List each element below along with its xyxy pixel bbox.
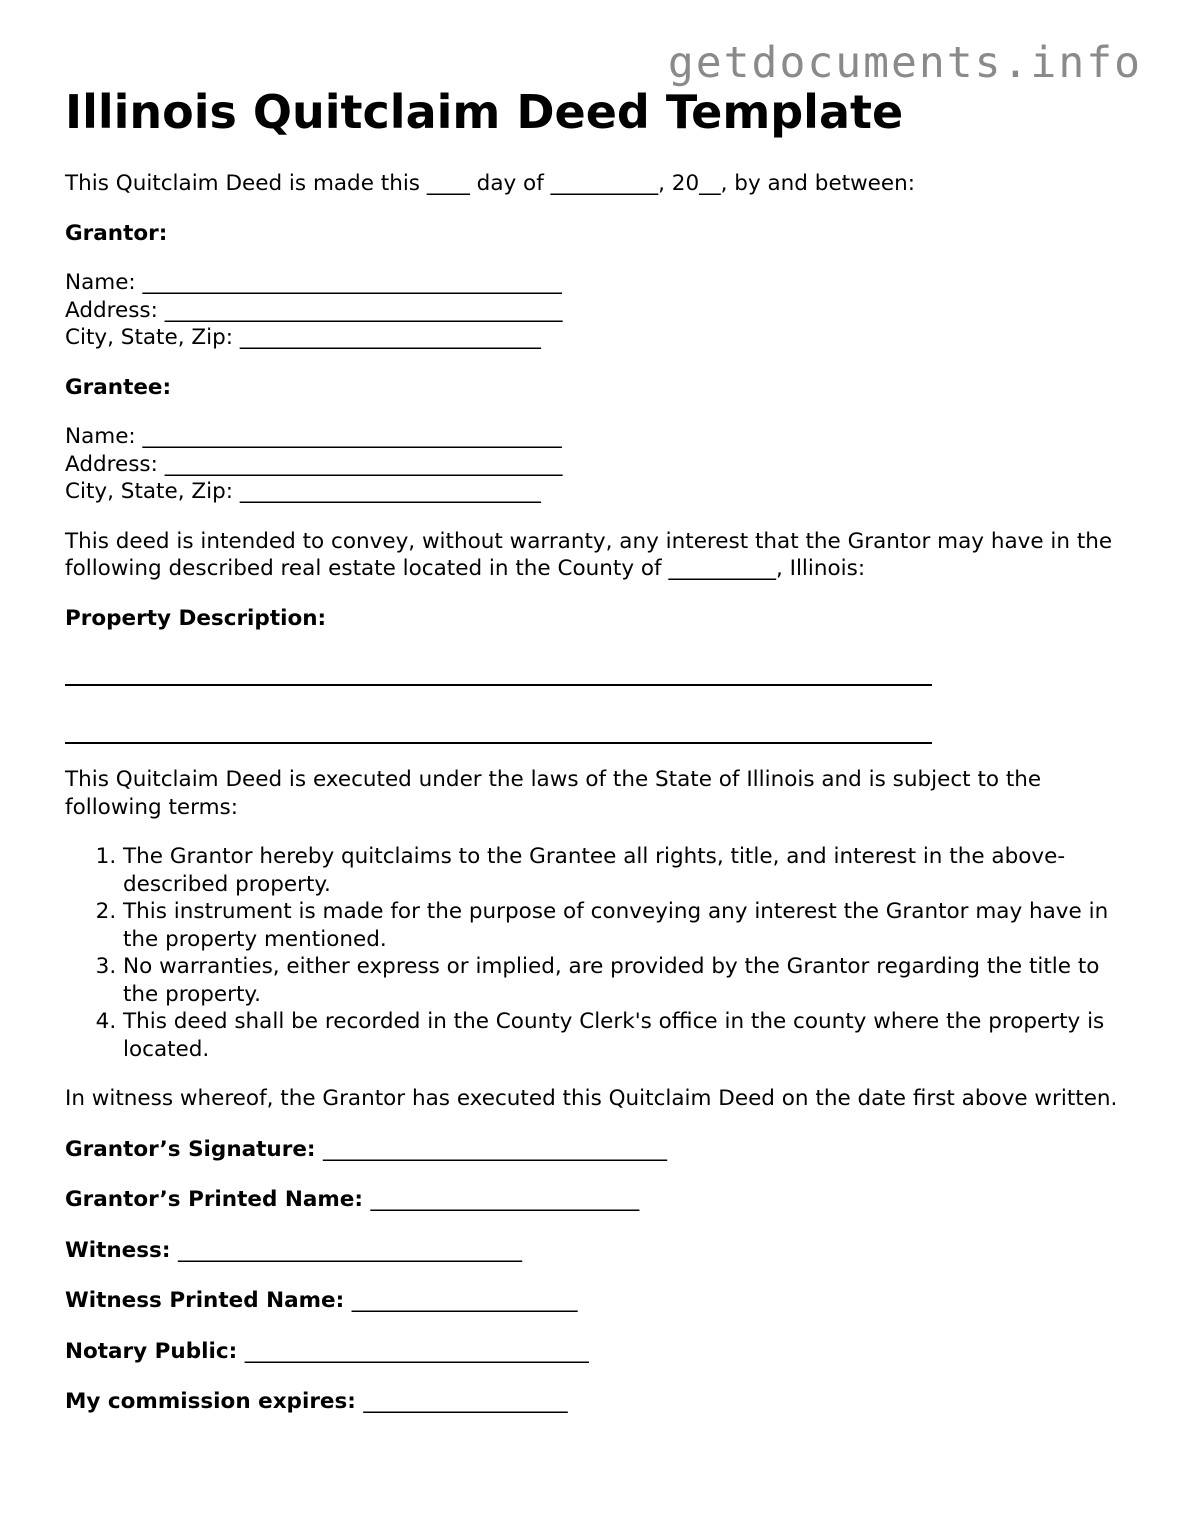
- term-item: 4. This deed shall be recorded in the County Clerk's office in the county where the property is located.: [123, 1008, 1125, 1063]
- grantor-fields: [65, 269, 1125, 352]
- term-item: 2. This instrument is made for the purpose of conveying any interest the Grantor may have in the property mentioned.: [123, 898, 1125, 953]
- property-description-line[interactable]: [65, 658, 932, 686]
- terms-intro: This Quitclaim Deed is executed under the laws of the State of Illinois and is subject to the following terms:: [65, 767, 1042, 820]
- witness-printed-name-field[interactable]: [65, 1287, 1125, 1315]
- property-heading: Property Description:: [65, 605, 327, 631]
- grantor-signature-label: Grantor’s Signature:: [65, 1136, 316, 1162]
- conveyance-paragraph: This deed is intended to convey, without warranty, any interest that the Grantor may have in the following described real estate located in the County of __________, Illinois:: [65, 528, 1113, 581]
- grantor-address-field[interactable]: Address: _____________________________________: [65, 297, 563, 323]
- property-description-line[interactable]: [65, 717, 932, 745]
- document-title: Illinois Quitclaim Deed Template: [65, 85, 904, 139]
- grantor-printed-name-blank[interactable]: _________________________: [370, 1187, 640, 1212]
- grantee-heading: Grantee:: [65, 374, 172, 400]
- grantor-city-field[interactable]: City, State, Zip: ____________________________: [65, 325, 541, 350]
- commission-expires-field[interactable]: [65, 1388, 1125, 1416]
- witness-signature-blank[interactable]: ________________________________: [177, 1237, 522, 1263]
- grantor-name-field[interactable]: Name: _______________________________________: [65, 270, 562, 295]
- witness-printed-name-blank[interactable]: _____________________: [351, 1288, 578, 1313]
- grantor-signature-blank[interactable]: ________________________________: [323, 1136, 667, 1162]
- grantor-signature-field[interactable]: [65, 1136, 1125, 1164]
- notary-public-blank[interactable]: ________________________________: [244, 1338, 589, 1364]
- grantee-city-field[interactable]: City, State, Zip: ____________________________: [65, 479, 541, 504]
- grantor-printed-name-label: Grantor’s Printed Name:: [65, 1187, 363, 1212]
- grantee-fields: [65, 423, 1125, 506]
- watermark: getdocuments.info: [667, 38, 1142, 88]
- terms-list: [65, 843, 1125, 1063]
- grantor-heading: Grantor:: [65, 220, 168, 246]
- witness-clause: In witness whereof, the Grantor has executed this Quitclaim Deed on the date first above written.: [65, 1086, 1118, 1111]
- grantee-address-field[interactable]: Address: _____________________________________: [65, 451, 563, 477]
- witness-signature-label: Witness:: [65, 1237, 171, 1263]
- commission-expires-label: My commission expires:: [65, 1389, 356, 1414]
- witness-printed-name-label: Witness Printed Name:: [65, 1288, 345, 1313]
- document-page: [65, 84, 1125, 1416]
- witness-signature-field[interactable]: [65, 1237, 1125, 1265]
- intro-paragraph: This Quitclaim Deed is made this ____ day of __________, 20__, by and between:: [65, 171, 916, 196]
- notary-public-field[interactable]: [65, 1338, 1125, 1366]
- term-item: 3. No warranties, either express or implied, are provided by the Grantor regarding the title to the property.: [123, 953, 1125, 1008]
- grantee-name-field[interactable]: Name: _______________________________________: [65, 424, 562, 449]
- grantor-printed-name-field[interactable]: [65, 1186, 1125, 1214]
- term-item: 1. The Grantor hereby quitclaims to the Grantee all rights, title, and interest in the above-described property.: [123, 843, 1125, 898]
- notary-public-label: Notary Public:: [65, 1338, 238, 1364]
- commission-expires-blank[interactable]: ___________________: [363, 1389, 568, 1414]
